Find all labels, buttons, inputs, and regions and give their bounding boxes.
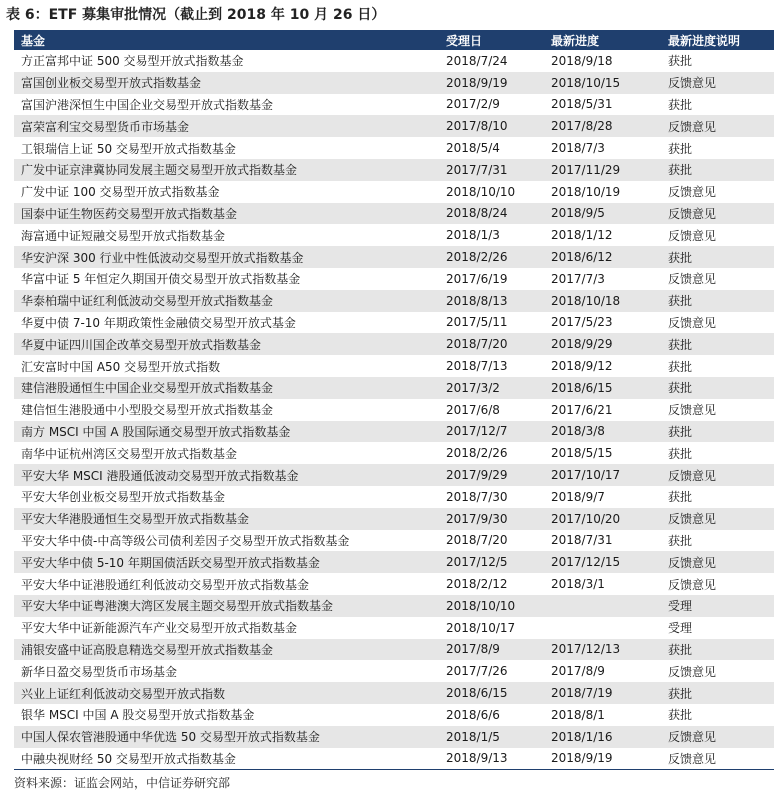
etf-approval-table (14, 30, 774, 770)
cell-latest-progress: 2017/11/29 (551, 162, 621, 177)
cell-fund-name: 建信恒生港股通中小型股交易型开放式指数基金 (21, 403, 274, 418)
cell-accept-date: 2018/7/30 (446, 489, 508, 504)
table-row (14, 159, 774, 181)
cell-progress-note: 获批 (668, 708, 693, 723)
cell-progress-note: 获批 (668, 250, 693, 265)
cell-progress-note: 反馈意见 (668, 76, 717, 91)
cell-latest-progress: 2018/6/15 (551, 380, 613, 395)
table-row (14, 639, 774, 661)
cell-latest-progress: 2018/9/29 (551, 337, 613, 352)
cell-fund-name: 平安大华中债 5-10 年期国债活跃交易型开放式指数基金 (21, 555, 320, 570)
cell-fund-name: 广发中证 100 交易型开放式指数基金 (21, 185, 220, 200)
cell-fund-name: 银华 MSCI 中国 A 股交易型开放式指数基金 (21, 708, 255, 723)
cell-progress-note: 获批 (668, 490, 693, 505)
cell-latest-progress: 2017/12/15 (551, 555, 621, 570)
cell-progress-note: 反馈意见 (668, 468, 717, 483)
table-title: 表 6：ETF 募集审批情况（截止到 2018 年 10 月 26 日） (6, 7, 386, 23)
cell-progress-note: 受理 (668, 621, 693, 636)
cell-progress-note: 获批 (668, 54, 693, 69)
cell-progress-note: 反馈意见 (668, 751, 717, 766)
cell-fund-name: 华泰柏瑞中证红利低波动交易型开放式指数基金 (21, 294, 274, 309)
cell-progress-note: 获批 (668, 424, 693, 439)
cell-latest-progress: 2018/9/19 (551, 751, 613, 766)
table-row (14, 137, 774, 159)
cell-progress-note: 受理 (668, 599, 693, 614)
table-row (14, 181, 774, 203)
table-row (14, 421, 774, 443)
cell-fund-name: 平安大华中证港股通红利低波动交易型开放式指数基金 (21, 577, 310, 592)
cell-latest-progress: 2018/3/8 (551, 424, 605, 439)
cell-progress-note: 反馈意见 (668, 315, 717, 330)
table-row (14, 377, 774, 399)
table-row (14, 704, 774, 726)
cell-progress-note: 获批 (668, 141, 693, 156)
header-latest-progress: 最新进度 (551, 33, 600, 48)
table-row (14, 748, 774, 770)
cell-progress-note: 获批 (668, 446, 693, 461)
cell-progress-note: 获批 (668, 163, 693, 178)
cell-accept-date: 2017/9/29 (446, 468, 508, 483)
table-row (14, 486, 774, 508)
table-row (14, 246, 774, 268)
cell-accept-date: 2018/2/26 (446, 250, 508, 265)
cell-progress-note: 反馈意见 (668, 272, 717, 287)
table-row (14, 312, 774, 334)
cell-latest-progress: 2017/10/17 (551, 468, 621, 483)
cell-accept-date: 2017/6/19 (446, 271, 508, 286)
cell-progress-note: 反馈意见 (668, 185, 717, 200)
table-row (14, 399, 774, 421)
cell-accept-date: 2017/9/30 (446, 511, 508, 526)
table-row (14, 50, 774, 72)
cell-fund-name: 富国创业板交易型开放式指数基金 (21, 76, 202, 91)
table-row (14, 355, 774, 377)
cell-fund-name: 富荣富利宝交易型货币市场基金 (21, 119, 190, 134)
cell-fund-name: 广发中证京津冀协同发展主题交易型开放式指数基金 (21, 163, 298, 178)
table-body (14, 50, 774, 769)
table-row (14, 508, 774, 530)
cell-latest-progress: 2018/1/12 (551, 228, 613, 243)
cell-progress-note: 获批 (668, 381, 693, 396)
cell-progress-note: 获批 (668, 533, 693, 548)
table-row (14, 617, 774, 639)
cell-progress-note: 反馈意见 (668, 730, 717, 745)
table-row (14, 268, 774, 290)
cell-latest-progress: 2018/3/1 (551, 577, 605, 592)
cell-accept-date: 2018/8/13 (446, 293, 508, 308)
cell-accept-date: 2017/7/31 (446, 162, 508, 177)
cell-accept-date: 2018/10/10 (446, 184, 516, 199)
table-row (14, 224, 774, 246)
cell-fund-name: 工银瑞信上证 50 交易型开放式指数基金 (21, 141, 236, 156)
cell-accept-date: 2018/8/24 (446, 206, 508, 221)
table-row (14, 442, 774, 464)
table-header (14, 30, 774, 50)
cell-fund-name: 华安沪深 300 行业中性低波动交易型开放式指数基金 (21, 250, 304, 265)
cell-fund-name: 平安大华 MSCI 港股通低波动交易型开放式指数基金 (21, 468, 299, 483)
cell-progress-note: 反馈意见 (668, 664, 717, 679)
cell-latest-progress: 2018/5/15 (551, 446, 613, 461)
cell-accept-date: 2017/5/11 (446, 315, 508, 330)
table-row (14, 573, 774, 595)
table-row (14, 530, 774, 552)
cell-accept-date: 2018/1/5 (446, 729, 500, 744)
cell-latest-progress: 2018/1/16 (551, 729, 613, 744)
cell-latest-progress: 2017/6/21 (551, 402, 613, 417)
cell-fund-name: 南华中证杭州湾区交易型开放式指数基金 (21, 446, 238, 461)
cell-accept-date: 2017/7/26 (446, 664, 508, 679)
cell-progress-note: 获批 (668, 686, 693, 701)
cell-latest-progress: 2017/5/23 (551, 315, 613, 330)
cell-fund-name: 中国人保农管港股通中华优选 50 交易型开放式指数基金 (21, 730, 320, 745)
cell-latest-progress: 2018/7/31 (551, 533, 613, 548)
table-row (14, 333, 774, 355)
cell-accept-date: 2018/10/17 (446, 620, 516, 635)
header-progress-note: 最新进度说明 (668, 33, 741, 48)
table-row (14, 660, 774, 682)
cell-fund-name: 平安大华创业板交易型开放式指数基金 (21, 490, 226, 505)
cell-fund-name: 方正富邦中证 500 交易型开放式指数基金 (21, 54, 244, 69)
cell-accept-date: 2018/9/19 (446, 75, 508, 90)
cell-fund-name: 建信港股通恒生中国企业交易型开放式指数基金 (21, 381, 274, 396)
cell-fund-name: 兴业上证红利低波动交易型开放式指数 (21, 686, 226, 701)
cell-fund-name: 南方 MSCI 中国 A 股国际通交易型开放式指数基金 (21, 424, 291, 439)
cell-accept-date: 2017/8/9 (446, 642, 500, 657)
cell-accept-date: 2018/7/20 (446, 533, 508, 548)
cell-progress-note: 反馈意见 (668, 403, 717, 418)
cell-latest-progress: 2018/5/31 (551, 97, 613, 112)
table-row (14, 595, 774, 617)
cell-progress-note: 获批 (668, 642, 693, 657)
cell-progress-note: 获批 (668, 97, 693, 112)
table-bottom-rule (14, 769, 774, 770)
cell-fund-name: 平安大华中债-中高等级公司债利差因子交易型开放式指数基金 (21, 533, 350, 548)
cell-fund-name: 中融央视财经 50 交易型开放式指数基金 (21, 751, 236, 766)
cell-accept-date: 2017/12/5 (446, 555, 508, 570)
cell-fund-name: 国泰中证生物医药交易型开放式指数基金 (21, 206, 238, 221)
cell-progress-note: 反馈意见 (668, 206, 717, 221)
cell-accept-date: 2018/10/10 (446, 598, 516, 613)
cell-fund-name: 海富通中证短融交易型开放式指数基金 (21, 228, 226, 243)
cell-progress-note: 获批 (668, 359, 693, 374)
cell-accept-date: 2018/7/13 (446, 359, 508, 374)
cell-latest-progress: 2018/10/19 (551, 184, 621, 199)
cell-progress-note: 获批 (668, 337, 693, 352)
cell-accept-date: 2017/2/9 (446, 97, 500, 112)
source-note: 资料来源：证监会网站，中信证券研究部 (14, 776, 231, 790)
cell-fund-name: 平安大华中证粤港澳大湾区发展主题交易型开放式指数基金 (21, 599, 334, 614)
table-row (14, 551, 774, 573)
cell-progress-note: 反馈意见 (668, 577, 717, 592)
cell-fund-name: 平安大华中证新能源汽车产业交易型开放式指数基金 (21, 621, 298, 636)
cell-latest-progress: 2017/8/28 (551, 119, 613, 134)
cell-accept-date: 2018/7/24 (446, 53, 508, 68)
table-row (14, 72, 774, 94)
header-accept-date: 受理日 (446, 33, 483, 48)
cell-accept-date: 2018/2/12 (446, 577, 508, 592)
cell-fund-name: 富国沪港深恒生中国企业交易型开放式指数基金 (21, 97, 274, 112)
cell-fund-name: 华富中证 5 年恒定久期国开债交易型开放式指数基金 (21, 272, 301, 287)
table-row (14, 115, 774, 137)
cell-accept-date: 2017/3/2 (446, 380, 500, 395)
cell-accept-date: 2018/2/26 (446, 446, 508, 461)
cell-fund-name: 新华日盈交易型货币市场基金 (21, 664, 178, 679)
cell-latest-progress: 2018/9/12 (551, 359, 613, 374)
table-row (14, 682, 774, 704)
cell-progress-note: 反馈意见 (668, 555, 717, 570)
table-row (14, 203, 774, 225)
cell-fund-name: 平安大华港股通恒生交易型开放式指数基金 (21, 512, 250, 527)
table-row (14, 464, 774, 486)
cell-accept-date: 2017/12/7 (446, 424, 508, 439)
cell-latest-progress: 2017/12/13 (551, 642, 621, 657)
cell-fund-name: 浦银安盛中证高股息精选交易型开放式指数基金 (21, 642, 274, 657)
cell-accept-date: 2018/1/3 (446, 228, 500, 243)
cell-latest-progress: 2018/9/18 (551, 53, 613, 68)
cell-progress-note: 获批 (668, 294, 693, 309)
cell-accept-date: 2017/6/8 (446, 402, 500, 417)
header-fund: 基金 (21, 33, 46, 48)
cell-fund-name: 汇安富时中国 A50 交易型开放式指数 (21, 359, 221, 374)
table-row (14, 726, 774, 748)
cell-latest-progress: 2018/6/12 (551, 250, 613, 265)
cell-latest-progress: 2018/10/15 (551, 75, 621, 90)
table-row (14, 94, 774, 116)
cell-accept-date: 2018/6/15 (446, 686, 508, 700)
cell-latest-progress: 2018/8/1 (551, 707, 605, 722)
table-row (14, 290, 774, 312)
cell-latest-progress: 2018/9/5 (551, 206, 605, 221)
cell-accept-date: 2018/5/4 (446, 141, 500, 156)
cell-accept-date: 2018/9/13 (446, 751, 508, 766)
cell-latest-progress: 2018/10/18 (551, 293, 621, 308)
cell-latest-progress: 2017/10/20 (551, 511, 621, 526)
cell-accept-date: 2018/7/20 (446, 337, 508, 352)
cell-latest-progress: 2017/8/9 (551, 664, 605, 679)
cell-accept-date: 2017/8/10 (446, 119, 508, 134)
cell-progress-note: 反馈意见 (668, 119, 717, 134)
cell-progress-note: 反馈意见 (668, 228, 717, 243)
cell-accept-date: 2018/6/6 (446, 707, 500, 722)
cell-latest-progress: 2018/7/3 (551, 141, 605, 156)
cell-fund-name: 华夏中债 7-10 年期政策性金融债交易型开放式基金 (21, 315, 296, 330)
cell-fund-name: 华夏中证四川国企改革交易型开放式指数基金 (21, 337, 262, 352)
cell-progress-note: 反馈意见 (668, 512, 717, 527)
cell-latest-progress: 2018/9/7 (551, 489, 605, 504)
cell-latest-progress: 2018/7/19 (551, 686, 613, 700)
cell-latest-progress: 2017/7/3 (551, 271, 605, 286)
